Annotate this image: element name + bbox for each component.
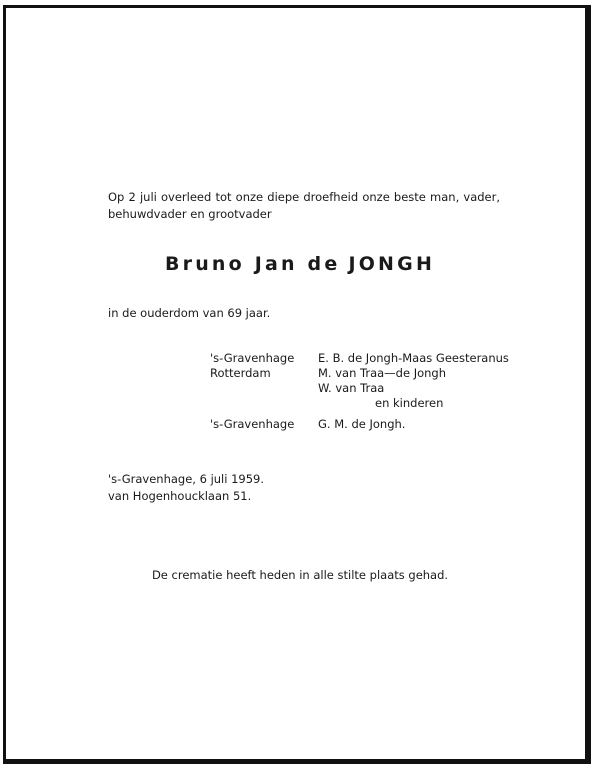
card-border — [3, 5, 591, 764]
family-city: Rotterdam — [210, 366, 271, 380]
family-member: W. van Traa — [318, 381, 385, 395]
deceased-given-names: Bruno Jan de — [164, 253, 341, 275]
intro-text — [108, 189, 500, 223]
deceased-name — [0, 253, 600, 275]
family-city: 's-Gravenhage — [210, 417, 295, 431]
cremation-notice: De crematie heeft heden in alle stilte plaats gehad. — [151, 568, 449, 582]
family-suffix: en kinderen — [375, 396, 444, 410]
family-city: 's-Gravenhage — [210, 351, 295, 365]
age-line: in de ouderdom van 69 jaar. — [108, 306, 271, 320]
family-member: G. M. de Jongh. — [318, 417, 406, 431]
intro-line-2: behuwdvader en grootvader — [108, 207, 272, 221]
place-date: 's-Gravenhage, 6 juli 1959. — [108, 472, 265, 486]
address: van Hogenhoucklaan 51. — [108, 489, 252, 503]
deceased-surname: JONGH — [348, 253, 436, 275]
intro-line-1: Op 2 juli overleed tot onze diepe droefheid onze beste man, vader, — [108, 190, 500, 204]
family-member: M. van Traa—de Jongh — [318, 366, 447, 380]
family-member: E. B. de Jongh-Maas Geesteranus — [318, 351, 509, 365]
